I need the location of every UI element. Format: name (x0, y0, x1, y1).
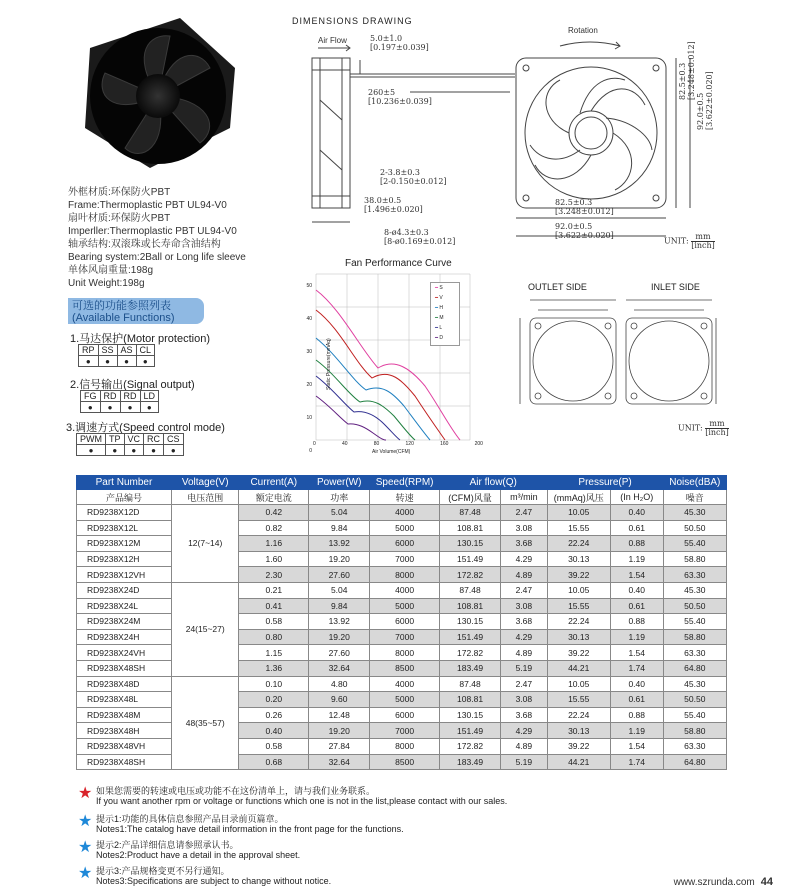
table-cell: 1.19 (610, 551, 663, 567)
spec-line: 轴承结构:双滚珠或长寿命含油结构 (68, 239, 221, 250)
dim-cable-offset: 5.0±1.0 [0.197±0.039] (370, 34, 429, 52)
table-cell: 4.29 (501, 551, 547, 567)
table-cell: 63.30 (663, 567, 726, 583)
table-cell: 13.92 (309, 614, 370, 630)
table-cell: 32.64 (309, 660, 370, 676)
table-cell: 1.16 (239, 536, 309, 552)
airflow-label: Air Flow (318, 36, 347, 45)
table-cell: 0.20 (239, 692, 309, 708)
table-cell: 15.55 (547, 598, 610, 614)
dim-cable-length: 260±5 [10.236±0.039] (368, 88, 432, 106)
inlet-side-title: INLET SIDE (651, 282, 700, 292)
table-cell: 172.82 (439, 645, 500, 661)
table-cell: 3.68 (501, 536, 547, 552)
table-cell: 13.92 (309, 536, 370, 552)
table-cell: 7000 (370, 551, 440, 567)
table-cell: 10.05 (547, 676, 610, 692)
table-cell: 0.68 (239, 754, 309, 770)
table-cell: 22.24 (547, 614, 610, 630)
table-cell: 0.26 (239, 707, 309, 723)
dim-thickness: 38.0±0.5 [1.496±0.020] (364, 196, 423, 214)
header-noise: Noise(dBA) (663, 476, 726, 490)
table-cell: 0.58 (239, 614, 309, 630)
table-cell: 5.04 (309, 505, 370, 521)
table-cell: RD9238X48D (77, 676, 172, 692)
table-cell: 1.60 (239, 551, 309, 567)
curve-xticks: 0 40 80 120 160 200 (313, 441, 483, 447)
table-cell: RD9238X12D (77, 505, 172, 521)
table-cell: 39.22 (547, 567, 610, 583)
dim-screw-hole: 2-3.8±0.3 [2-0.150±0.012] (380, 168, 447, 186)
table-row (77, 582, 727, 598)
table-cell: 0.10 (239, 676, 309, 692)
spec-line: 外框材质:环保防火PBT (68, 187, 171, 198)
table-cell: 0.61 (610, 520, 663, 536)
header-part-number: Part Number (77, 476, 172, 490)
table-cell: RD9238X24VH (77, 645, 172, 661)
table-cell: 50.50 (663, 692, 726, 708)
spec-line: Frame:Thermoplastic PBT UL94-V0 (68, 200, 227, 211)
table-cell: 19.20 (309, 723, 370, 739)
dim-mount-holes: 8-ø4.3±0.3 [8-ø0.169±0.012] (384, 228, 456, 246)
spec-line: Imperller:Thermoplastic PBT UL94-V0 (68, 226, 237, 237)
table-cell: 22.24 (547, 536, 610, 552)
table-cell: 0.88 (610, 536, 663, 552)
table-cell: 4000 (370, 505, 440, 521)
table-cell: 2.47 (501, 676, 547, 692)
table-cell: RD9238X48L (77, 692, 172, 708)
table-cell: 10.05 (547, 505, 610, 521)
note-0: ★ 如果您需要的转速或电压或功能不在这份清单上，请与我们业务联系。 If you want another rpm or voltage or functions which one is not in the list,please contact with our sales. (78, 785, 508, 806)
table-row (77, 676, 727, 692)
table-cell: RD9238X12H (77, 551, 172, 567)
table-cell: 44.21 (547, 754, 610, 770)
table-cell: 12(7~14) (171, 505, 239, 583)
table-cell: 172.82 (439, 738, 500, 754)
table-cell: 45.30 (663, 505, 726, 521)
table-cell: 39.22 (547, 738, 610, 754)
table-cell: 0.82 (239, 520, 309, 536)
table-cell: 45.30 (663, 676, 726, 692)
table-cell: 0.88 (610, 614, 663, 630)
table-cell: 7000 (370, 723, 440, 739)
star-icon: ★ (78, 785, 93, 802)
motor-protection-table: RP SS AS CL ● ● ● ● (78, 344, 155, 367)
options-title (68, 298, 204, 324)
table-cell: 9.60 (309, 692, 370, 708)
motor-protection-label: 1.马达保护(Motor protection) (70, 333, 210, 345)
table-cell: 45.30 (663, 582, 726, 598)
table-cell: RD9238X48M (77, 707, 172, 723)
unit-label-2: UNIT: mm [inch] (678, 419, 729, 437)
table-cell: 130.15 (439, 614, 500, 630)
table-cell: 8000 (370, 738, 440, 754)
table-cell: 0.40 (610, 582, 663, 598)
table-cell: RD9238X48VH (77, 738, 172, 754)
table-cell: 87.48 (439, 582, 500, 598)
table-cell: 8000 (370, 645, 440, 661)
table-cell: 1.74 (610, 660, 663, 676)
table-cell: 6000 (370, 707, 440, 723)
table-cell: 1.54 (610, 567, 663, 583)
curve-ylabel: Static Pressure(mmAq) (326, 338, 332, 390)
table-cell: 0.40 (239, 723, 309, 739)
table-cell: 64.80 (663, 754, 726, 770)
dimensions-title: DIMENSIONS DRAWING (292, 16, 413, 26)
star-icon: ★ (78, 839, 93, 856)
table-cell: 108.81 (439, 598, 500, 614)
table-cell: 63.30 (663, 738, 726, 754)
speed-control-table: PWM TP VC RC CS ● ● ● ● ● (76, 433, 184, 456)
table-cell: RD9238X48H (77, 723, 172, 739)
table-cell: 8500 (370, 660, 440, 676)
speed-control-label: 3.调速方式(Speed control mode) (66, 422, 225, 434)
spec-line: 扇叶材质:环保防火PBT (68, 213, 171, 224)
table-cell: 3.08 (501, 692, 547, 708)
table-cell: 172.82 (439, 567, 500, 583)
table-cell: 0.80 (239, 629, 309, 645)
table-cell: 58.80 (663, 723, 726, 739)
table-cell: 1.54 (610, 645, 663, 661)
curve-yticks: 50 40 30 20 10 0 (306, 283, 312, 454)
footer-url: www.szrunda.com (673, 877, 755, 888)
table-cell: 4.89 (501, 738, 547, 754)
table-cell: 2.47 (501, 582, 547, 598)
rotation-label: Rotation (568, 26, 598, 35)
table-cell: 1.19 (610, 723, 663, 739)
table-cell: RD9238X48SH (77, 754, 172, 770)
footer (674, 876, 773, 888)
signal-output-table: FG RD RD LD ● ● ● ● (80, 390, 159, 413)
dim-vert-spacing: 82.5±0.3 [3.248±0.012] (678, 41, 696, 100)
page-number: 44 (760, 876, 773, 888)
table-cell: 63.30 (663, 645, 726, 661)
table-cell: 4.29 (501, 723, 547, 739)
table-cell: 5.19 (501, 660, 547, 676)
table-row (77, 505, 727, 521)
header-current: Current(A) (239, 476, 309, 490)
table-cell: 5000 (370, 598, 440, 614)
header-pressure: Pressure(P) (547, 476, 663, 490)
table-cell: 0.61 (610, 692, 663, 708)
table-cell: 151.49 (439, 629, 500, 645)
table-cell: 50.50 (663, 598, 726, 614)
note-1: ★ 提示1:功能的具体信息参照产品目录前页篇章。 Notes1:The catalog have detail information in the front page for the functions. (78, 813, 404, 834)
table-cell: 1.74 (610, 754, 663, 770)
table-cell: 58.80 (663, 629, 726, 645)
dimensions-drawing (290, 40, 730, 250)
table-cell: 0.41 (239, 598, 309, 614)
table-cell: 48(35~57) (171, 676, 239, 770)
dim-vert-frame: 92.0±0.5 [3.622±0.020] (696, 71, 714, 130)
note-3: ★ 提示3:产品规格变更不另行通知。 Notes3:Specifications are subject to change without notice. (78, 865, 332, 886)
table-cell: 108.81 (439, 692, 500, 708)
table-cell: 5000 (370, 520, 440, 536)
table-cell: 87.48 (439, 505, 500, 521)
signal-output-label: 2.信号输出(Signal output) (70, 379, 195, 391)
header-power: Power(W) (309, 476, 370, 490)
table-cell: 2.47 (501, 505, 547, 521)
table-cell: 64.80 (663, 660, 726, 676)
table-cell: 4.89 (501, 645, 547, 661)
spec-list (68, 186, 246, 290)
table-cell: 3.08 (501, 598, 547, 614)
table-cell: 3.68 (501, 614, 547, 630)
table-cell: 130.15 (439, 707, 500, 723)
table-cell: 1.19 (610, 629, 663, 645)
spec-line: Unit Weight:198g (68, 278, 145, 289)
table-cell: 108.81 (439, 520, 500, 536)
table-cell: 58.80 (663, 551, 726, 567)
table-cell: 22.24 (547, 707, 610, 723)
spec-line: Bearing system:2Ball or Long life sleeve (68, 252, 246, 263)
table-cell: 19.20 (309, 551, 370, 567)
spec-line: 单体风扇重量:198g (68, 265, 154, 276)
table-cell: 4.29 (501, 629, 547, 645)
table-cell: 1.36 (239, 660, 309, 676)
table-cell: 27.60 (309, 567, 370, 583)
table-cell: 55.40 (663, 707, 726, 723)
curve-xlabel: Air Volume(CFM) (372, 449, 411, 455)
table-cell: 15.55 (547, 520, 610, 536)
outlet-side-title: OUTLET SIDE (528, 282, 587, 292)
table-cell: RD9238X24L (77, 598, 172, 614)
table-cell: 4.89 (501, 567, 547, 583)
curve-title: Fan Performance Curve (345, 258, 452, 269)
table-cell: 0.40 (610, 676, 663, 692)
header-airflow: Air flow(Q) (439, 476, 547, 490)
options-title-cn: 可选的功能参照列表 (72, 300, 171, 312)
table-cell: 44.21 (547, 660, 610, 676)
table-cell: 2.30 (239, 567, 309, 583)
table-cell: 0.21 (239, 582, 309, 598)
table-cell: RD9238X48SH (77, 660, 172, 676)
table-cell: 130.15 (439, 536, 500, 552)
table-cell: 0.58 (239, 738, 309, 754)
table-cell: RD9238X24H (77, 629, 172, 645)
table-cell: 6000 (370, 614, 440, 630)
table-cell: 0.42 (239, 505, 309, 521)
table-cell: 87.48 (439, 676, 500, 692)
unit-label: UNIT: mm [inch] (664, 232, 715, 250)
table-cell: RD9238X12M (77, 536, 172, 552)
table-cell: 4.80 (309, 676, 370, 692)
table-cell: 6000 (370, 536, 440, 552)
dim-frame-width: 92.0±0.5 [3.622±0.020] (555, 222, 614, 240)
table-cell: 0.88 (610, 707, 663, 723)
table-cell: 9.84 (309, 520, 370, 536)
table-cell: 4000 (370, 676, 440, 692)
table-cell: 8000 (370, 567, 440, 583)
table-cell: 0.40 (610, 505, 663, 521)
header-speed: Speed(RPM) (370, 476, 440, 490)
spec-table: Part Number Voltage(V) Current(A) Power(W) Speed(RPM) Air flow(Q) Pressure(P) Noise(dBA) 产品编号 电压范围 额定电流 功率 转速 (CFM)风量 m³/min (mmAq)风压 (In H₂O) 噪音 RD9238X12D 12(7~14) 0.42 5.04 4000 87.48 2.47 10.05 0.40 45.30 RD9238X12L 0.82 9.84 5000 108.81 3.08 15.55 0.61 50.50 RD9238X12M 1.16 13.92 6000 130.15 3.68 22.24 0.88 55.40 RD9238X12H 1.60 19.20 7000 151.49 4.29 30.13 1.19 58.80 RD9238X12VH 2.30 27.60 8000 172.82 4.89 39.22 1.54 63.30 RD9238X24D 24(15~27) 0.21 5.04 4000 87.48 2.47 10.05 0.40 45.30 RD9238X24L 0.41 9.84 5000 108.81 3.08 15.55 0.61 50.50 RD9238X24M 0.58 13.92 6000 130.15 3.68 22.24 0.88 55.40 RD9238X24H 0.80 19.20 7000 151.49 4.29 30.13 1.19 58.80 RD9238X24VH 1.15 27.60 8000 172.82 4.89 39.22 1.54 63.30 RD9238X48SH 1.36 32.64 8500 183.49 5.19 44.21 1.74 64.80 RD9238X48D 48(35~57) 0.10 4.80 4000 87.48 2.47 10.05 0.40 45.30 RD9238X48L 0.20 9.60 5000 108.81 3.08 15.55 0.61 50.50 RD9238X48M 0.26 12.48 6000 130.15 3.68 22.24 0.88 55.40 RD9238X48H 0.40 19.20 7000 151.49 4.29 30.13 1.19 58.80 RD9238X48VH 0.58 27.84 8000 172.82 4.89 39.22 1.54 63.30 RD9238X48SH 0.68 32.64 8500 183.49 5.19 44.21 1.74 64.80 (76, 475, 727, 770)
table-cell: 151.49 (439, 551, 500, 567)
table-cell: 1.15 (239, 645, 309, 661)
table-cell: 0.61 (610, 598, 663, 614)
note-2: ★ 提示2:产品详细信息请参照承认书。 Notes2:Product have a detail in the approval sheet. (78, 839, 301, 860)
table-cell: 183.49 (439, 660, 500, 676)
table-cell: 183.49 (439, 754, 500, 770)
table-cell: 15.55 (547, 692, 610, 708)
table-cell: 55.40 (663, 536, 726, 552)
table-cell: 5.04 (309, 582, 370, 598)
table-cell: 55.40 (663, 614, 726, 630)
table-cell: 12.48 (309, 707, 370, 723)
table-cell: RD9238X12L (77, 520, 172, 536)
table-cell: RD9238X24D (77, 582, 172, 598)
curve-legend: ━ S ━ V ━ H ━ M ━ L ━ D (430, 282, 460, 346)
table-cell: 24(15~27) (171, 582, 239, 676)
table-cell: 39.22 (547, 645, 610, 661)
table-cell: 151.49 (439, 723, 500, 739)
table-cell: 4000 (370, 582, 440, 598)
table-cell: RD9238X24M (77, 614, 172, 630)
side-views (516, 292, 726, 417)
table-cell: 27.60 (309, 645, 370, 661)
table-cell: 32.64 (309, 754, 370, 770)
table-cell: 5.19 (501, 754, 547, 770)
table-cell: 27.84 (309, 738, 370, 754)
table-cell: 30.13 (547, 551, 610, 567)
table-cell: 8500 (370, 754, 440, 770)
table-cell: 1.54 (610, 738, 663, 754)
table-cell: 7000 (370, 629, 440, 645)
options-title-en: (Available Functions) (72, 312, 175, 324)
star-icon: ★ (78, 813, 93, 830)
table-cell: 3.08 (501, 520, 547, 536)
table-cell: 10.05 (547, 582, 610, 598)
star-icon: ★ (78, 865, 93, 882)
table-cell: 30.13 (547, 723, 610, 739)
table-cell: RD9238X12VH (77, 567, 172, 583)
fan-photo (70, 8, 240, 178)
table-cell: 3.68 (501, 707, 547, 723)
table-cell: 5000 (370, 692, 440, 708)
table-cell: 50.50 (663, 520, 726, 536)
dim-hole-spacing: 82.5±0.3 [3.248±0.012] (555, 198, 614, 216)
table-cell: 30.13 (547, 629, 610, 645)
table-cell: 19.20 (309, 629, 370, 645)
header-voltage: Voltage(V) (171, 476, 239, 490)
table-cell: 9.84 (309, 598, 370, 614)
